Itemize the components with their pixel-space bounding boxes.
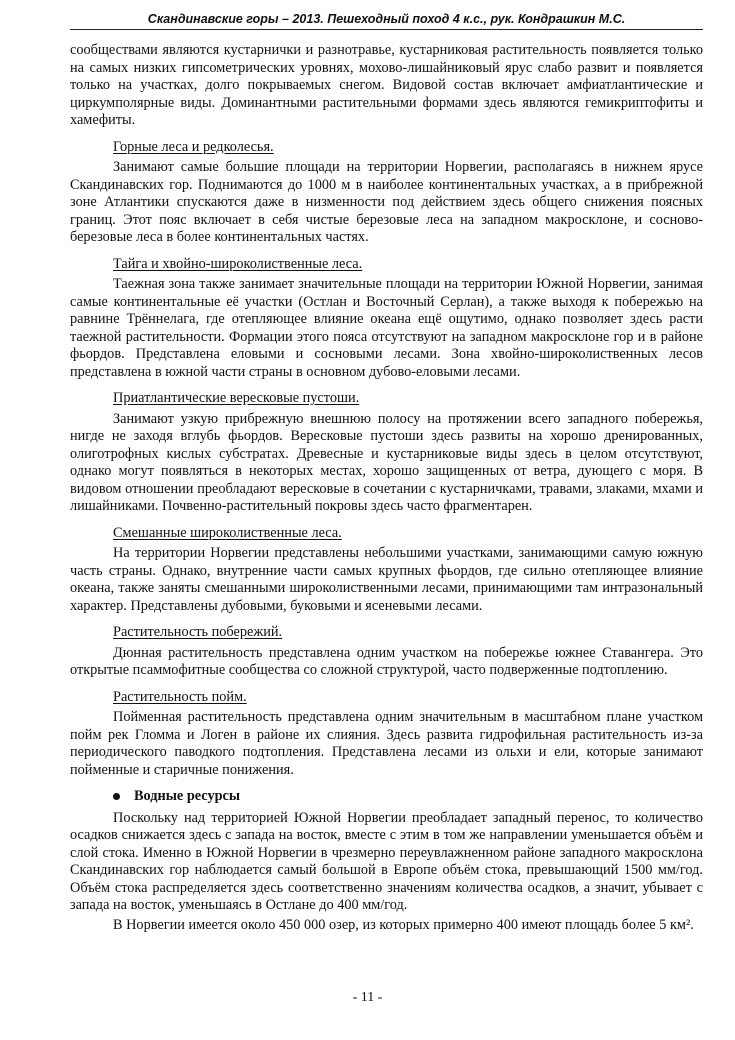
water-paragraph-1: Поскольку над территорией Южной Норвегии преобладает западный перенос, то количество осадков снижается здесь с запада на восток, вместе с этим в том же направлении уменьшается объём и слой стока. Именно в Южной Норвегии в чрезмерно переувлажненном районе западного макросклона Скандинавских гор наблюдается самый большой в Европе объём стока, превышающий 1500 мм/год. Объём стока распределяется здесь соответственно значениям количества осадков, а значит, убывает с запада на восток, уменьшаясь в Остлане до 400 мм/год.	[70, 809, 703, 913]
section-heading-forest: Горные леса и редколесья.	[113, 138, 274, 155]
water-paragraph-2: В Норвегии имеется около 450 000 озер, из которых примерно 400 имеют площадь более 5 км².	[113, 916, 694, 933]
taiga-paragraph: Таежная зона также занимает значительные площади на территории Южной Норвегии, занимая самые континентальные её участки (Остлан и Восточный Серлан), а также выходя к побережью на равнине Трённелага, где отепляющее влияние океана ещё ощутимо, однако позволяет здесь расти таежной растительности. Формации этого пояса отсутствуют на западном макросклоне гор и в районе фьордов. Представлена еловыми и сосновыми лесами. Зона хвойно-широколиственных лесов представлена в южной части страны в основном дубово-еловыми лесами.	[70, 276, 703, 380]
section-heading-flood: Растительность пойм.	[113, 688, 247, 705]
coast-paragraph: Дюнная растительность представлена одним участком на побережье южнее Ставангера. Это открытые псаммофитные сообщества со сложной структурой, часто подверженные подтоплению.	[70, 644, 703, 678]
section-heading-taiga: Тайга и хвойно-широколиственные леса.	[113, 255, 363, 272]
flood-paragraph: Пойменная растительность представлена одним значительным в масштабном плане участком пойм рек Гломма и Логен в районе их слияния. Здесь развита гидрофильная растительность из-за периодического паводкого подтопления. Представлена лесами из ольхи и ели, которые занимают пойменные и старичные понижения.	[70, 709, 703, 778]
water-heading-label: Водные ресурсы	[134, 788, 241, 804]
water-heading	[113, 788, 703, 806]
page-number: - 11 -	[352, 990, 383, 1005]
section-heading-mixed: Смешанные широколиственные леса.	[113, 524, 342, 541]
bullet-icon	[113, 793, 120, 800]
heath-paragraph: Занимают узкую прибрежную внешнюю полосу на протяжении всего западного побережья, нигде не заходя вглубь фьордов. Вересковые пустоши здесь развиты на хорошо дренированных, олиготрофных кислых субстратах. Древесные и кустарниковые виды здесь в целом отсутствуют, однако могут появляться в некоторых местах, хорошо защищенных от ветра, дующего с моря. В видовом отношении преобладают вересковые в сочетании с кустарничками, травами, злаками, мхами и лишайниками. Почвенно-растительный покровы здесь часто фрагментарен.	[70, 410, 703, 514]
page-header: Скандинавские горы – 2013. Пешеходный поход 4 к.с., рук. Кондрашкин М.С.	[70, 12, 703, 30]
page-body	[70, 42, 703, 943]
section-heading-heath: Приатлантические вересковые пустоши.	[113, 390, 360, 406]
section-heading-coast: Растительность побережий.	[113, 624, 283, 640]
intro-paragraph: сообществами являются кустарнички и разнотравье, кустарниковая растительность появляется только на самых низких гипсометрических уровнях, мохово-лишайниковый ярус слабо развит и появляется только на участках, долго покрываемых снегом. Видовой состав включает амфиатлантические и циркумполярные виды. Доминантными растительными формами здесь являются гемикриптофиты и хамефиты.	[70, 42, 703, 128]
mixed-paragraph: На территории Норвегии представлены небольшими участками, занимающими самую южную часть страны. Однако, внутренние части самых крупных фьордов, где сильно отепляющее влияние океана, также заняты смешанными широколиственными лесами, принимающими там интразональный характер. Представлены дубовыми, буковыми и ясеневыми лесами.	[70, 545, 703, 614]
forest-paragraph: Занимают самые большие площади на территории Норвегии, располагаясь в нижнем ярусе Скандинавских гор. Поднимаются до 1000 м в наиболее континентальных участках, а в прибрежной зоне Атлантики спускаются даже в низменности под действием здесь общего снижения поясных границ. Этот пояс включает в себя чистые березовые леса на западном макросклоне, и сосново-березовые леса в более континентальных частях.	[70, 159, 703, 245]
